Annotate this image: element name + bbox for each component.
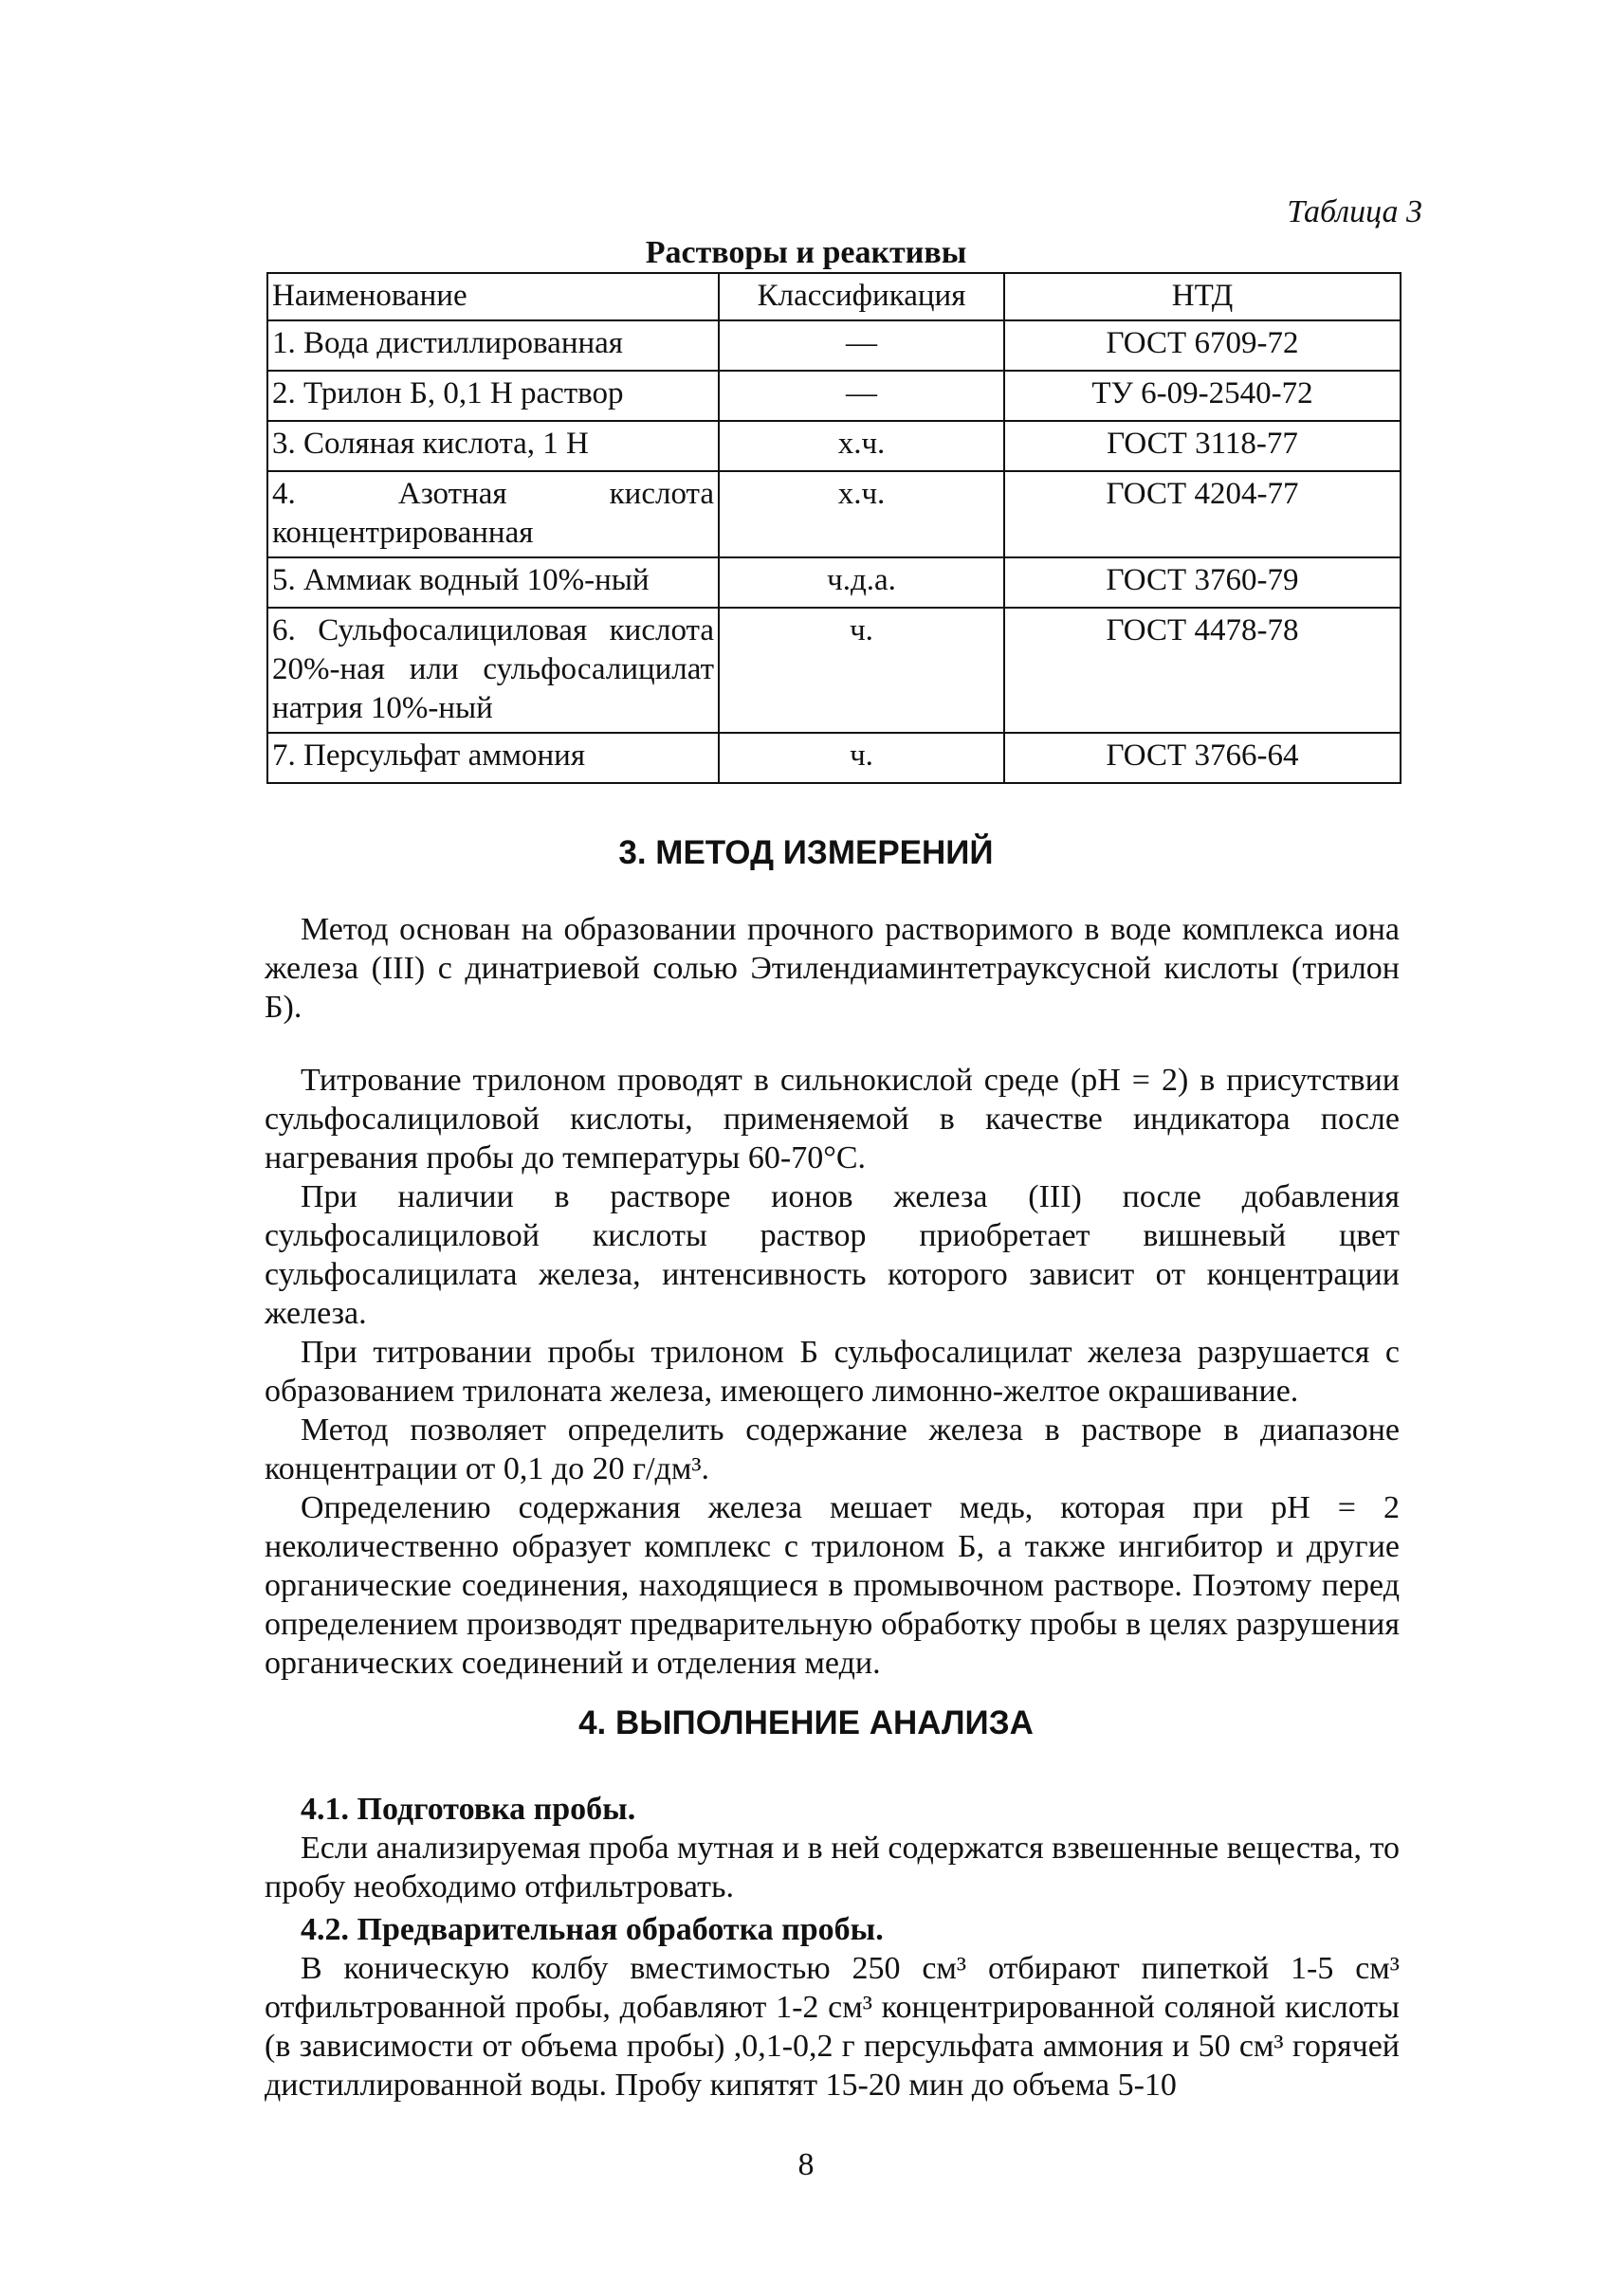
cell-ntd: ГОСТ 3118-77 bbox=[1004, 421, 1401, 471]
table-row bbox=[267, 320, 1401, 371]
cell-classification: ч. bbox=[719, 608, 1004, 733]
cell-ntd: ГОСТ 3760-79 bbox=[1004, 557, 1401, 608]
reagents-table bbox=[266, 272, 1401, 784]
cell-name: 6. Сульфосалициловая кислота 20%-ная или сульфосалицилат натрия 10%-ный bbox=[267, 608, 719, 733]
section-3-text bbox=[265, 910, 1400, 1683]
paragraph: Метод основан на образовании прочного растворимого в воде комплекса иона железа (III) с динатриевой солью Этилендиаминтетрауксусной кислоты (трилон Б). bbox=[265, 912, 1400, 1025]
header-classification: Классификация bbox=[719, 273, 1004, 320]
cell-name: 3. Соляная кислота, 1 Н bbox=[267, 421, 719, 471]
cell-classification: — bbox=[719, 371, 1004, 421]
cell-classification: ч. bbox=[719, 733, 1004, 783]
paragraph: При наличии в растворе ионов железа (III) после добавления сульфосалициловой кислоты раствор приобретает вишневый цвет сульфосалицилата железа, интенсивность которого зависит от концентрации железа. bbox=[265, 1179, 1400, 1331]
paragraph: Метод позволяет определить содержание железа в растворе в диапазоне концентрации от 0,1 до 20 г/дм³. bbox=[265, 1412, 1400, 1486]
section-3-heading: 3. МЕТОД ИЗМЕРЕНИЙ bbox=[618, 834, 994, 871]
subsection-4-2-heading: 4.2. Предварительная обработка пробы. bbox=[301, 1912, 884, 1947]
cell-ntd: ГОСТ 4478-78 bbox=[1004, 608, 1401, 733]
section-4-heading: 4. ВЫПОЛНЕНИЕ АНАЛИЗА bbox=[578, 1704, 1034, 1741]
subsection-4-1-heading: 4.1. Подготовка пробы. bbox=[301, 1792, 636, 1827]
table-row bbox=[267, 471, 1401, 557]
cell-name: 1. Вода дистиллированная bbox=[267, 320, 719, 371]
cell-name: 4. Азотная кислота концентрированная bbox=[267, 471, 719, 557]
cell-ntd: ГОСТ 4204-77 bbox=[1004, 471, 1401, 557]
table-title: Растворы и реактивы bbox=[645, 235, 967, 270]
table-row bbox=[267, 557, 1401, 608]
cell-name: 5. Аммиак водный 10%-ный bbox=[267, 557, 719, 608]
cell-classification: — bbox=[719, 320, 1004, 371]
cell-name: 2. Трилон Б, 0,1 Н раствор bbox=[267, 371, 719, 421]
table-caption: Таблица 3 bbox=[1287, 194, 1422, 229]
table-row bbox=[267, 421, 1401, 471]
table-row bbox=[267, 371, 1401, 421]
paragraph: Если анализируемая проба мутная и в ней содержатся взвешенные вещества, то пробу необходимо отфильтровать. bbox=[265, 1831, 1400, 1904]
cell-ntd: ГОСТ 3766-64 bbox=[1004, 733, 1401, 783]
paragraph: Определению содержания железа мешает медь, которая при pH = 2 неколичественно образует комплекс с трилоном Б, а также ингибитор и другие органические соединения, находящиеся в промывочном растворе. Поэтому перед определением производят предварительную обработку пробы в целях разрушения органических соединений и отделения меди. bbox=[265, 1490, 1400, 1681]
header-ntd: НТД bbox=[1004, 273, 1401, 320]
cell-classification: х.ч. bbox=[719, 421, 1004, 471]
table-header-row bbox=[267, 273, 1401, 320]
cell-classification: х.ч. bbox=[719, 471, 1004, 557]
cell-classification: ч.д.а. bbox=[719, 557, 1004, 608]
page-number: 8 bbox=[797, 2147, 815, 2182]
cell-name: 7. Персульфат аммония bbox=[267, 733, 719, 783]
table-row bbox=[267, 733, 1401, 783]
table-row bbox=[267, 608, 1401, 733]
section-4-text bbox=[265, 1790, 1400, 2105]
cell-ntd: ТУ 6-09-2540-72 bbox=[1004, 371, 1401, 421]
paragraph: При титровании пробы трилоном Б сульфосалицилат железа разрушается с образованием трилоната железа, имеющего лимонно-желтое окрашивание. bbox=[265, 1335, 1400, 1409]
paragraph: Титрование трилоном проводят в сильнокислой среде (pH = 2) в присутствии сульфосалициловой кислоты, применяемой в качестве индикатора после нагревания пробы до температуры 60-70°С. bbox=[265, 1063, 1400, 1175]
header-name: Наименование bbox=[267, 273, 719, 320]
cell-ntd: ГОСТ 6709-72 bbox=[1004, 320, 1401, 371]
paragraph: В коническую колбу вместимостью 250 см³ отбирают пипеткой 1-5 см³ отфильтрованной пробы, добавляют 1-2 см³ концентрированной соляной кислоты (в зависимости от объема пробы) ,0,1-0,2 г персульфата аммония и 50 см³ горячей дистиллированной воды. Пробу кипятят 15-20 мин до объема 5-10 bbox=[265, 1951, 1400, 2103]
